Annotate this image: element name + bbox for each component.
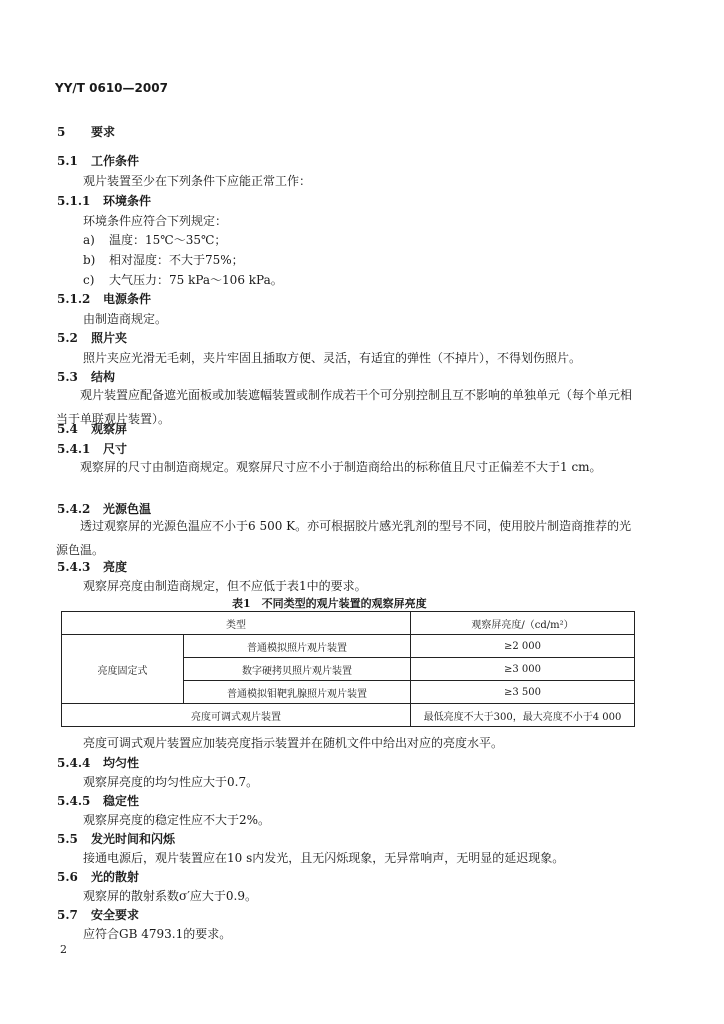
section-5-2-heading: 5.2 照片夹 [57,331,128,345]
adjustable-name: 亮度可调式观片装置 [62,704,411,727]
list-item-a: a) 温度：15℃～35℃； [83,233,227,247]
section-5-heading: 5 要求 [57,125,116,139]
after-table-text: 亮度可调式观片装置应加装亮度指示装置并在随机文件中给出对应的亮度水平。 [83,736,504,750]
group-cell: 亮度固定式 [62,635,184,704]
section-5-4-1-heading: 5.4.1 尺寸 [57,442,128,456]
section-5-4-5-text: 观察屏亮度的稳定性应不大于2%。 [83,813,271,827]
section-5-6-text: 观察屏的散射系数σ′应大于0.9。 [83,889,258,903]
section-5-1-2-heading: 5.1.2 电源条件 [57,292,152,306]
row-name: 普通模拟照片观片装置 [184,635,411,658]
section-5-1-text: 观片装置至少在下列条件下应能正常工作： [83,174,312,188]
row-value: ≥3 000 [411,658,635,681]
row-name: 普通模拟钼靶乳腺照片观片装置 [184,681,411,704]
section-5-7-text: 应符合GB 4793.1的要求。 [83,927,232,941]
section-5-1-2-text: 由制造商规定。 [83,312,168,326]
section-5-5-text: 接通电源后，观片装置应在10 s内发光，且无闪烁现象，无异常响声，无明显的延迟现象。 [83,851,565,865]
luminance-table [61,611,635,727]
section-5-4-heading: 5.4 观察屏 [57,422,128,436]
adjustable-value: 最低亮度不大于300，最大亮度不小于4 000 [411,704,635,727]
page-header: YY/T 0610—2007 [55,81,168,95]
section-5-4-2-heading: 5.4.2 光源色温 [57,502,152,516]
page-number: 2 [60,943,67,956]
section-5-3-text: 观片装置应配备遮光面板或加装遮幅装置或制作成若干个可分别控制且互不影响的单独单元（每个单元相当于单联观片装置）。 [56,388,633,426]
section-5-4-3-text: 观察屏亮度由制造商规定，但不应低于表1中的要求。 [83,579,367,593]
list-item-c: c) 大气压力：75 kPa～106 kPa。 [83,273,283,287]
section-5-4-2-text: 透过观察屏的光源色温应不小于6 500 K。亦可根据胶片感光乳剂的型号不同，使用胶片制造商推荐的光源色温。 [56,519,632,557]
section-5-4-1-text: 观察屏的尺寸由制造商规定。观察屏尺寸应不小于制造商给出的标称值且尺寸正偏差不大于1 cm。 [80,460,602,474]
section-5-1-1-text: 环境条件应符合下列规定： [83,214,228,228]
section-5-1-1-heading: 5.1.1 环境条件 [57,194,152,208]
row-name: 数字硬拷贝照片观片装置 [184,658,411,681]
row-value: ≥3 500 [411,681,635,704]
header-type: 类型 [62,612,411,635]
section-5-5-heading: 5.5 发光时间和闪烁 [57,832,176,846]
section-5-4-5-heading: 5.4.5 稳定性 [57,794,140,808]
section-5-2-text: 照片夹应光滑无毛刺，夹片牢固且插取方便、灵活，有适宜的弹性（不掉片），不得划伤照片。 [83,351,582,365]
row-value: ≥2 000 [411,635,635,658]
table-row [62,704,635,727]
section-5-4-4-heading: 5.4.4 均匀性 [57,756,140,770]
table-header-row [62,612,635,635]
section-5-1-heading: 5.1 工作条件 [57,154,140,168]
section-5-4-3-heading: 5.4.3 亮度 [57,560,128,574]
section-5-7-heading: 5.7 安全要求 [57,908,140,922]
section-5-3-heading: 5.3 结构 [57,370,116,384]
list-item-b: b) 相对湿度：不大于75%； [83,253,244,267]
section-5-4-4-text: 观察屏亮度的均匀性应大于0.7。 [83,775,259,789]
section-5-6-heading: 5.6 光的散射 [57,870,140,884]
header-luminance: 观察屏亮度/（cd/m²） [411,612,635,635]
table-caption: 表1 不同类型的观片装置的观察屏亮度 [232,597,427,610]
table-row [62,635,635,658]
